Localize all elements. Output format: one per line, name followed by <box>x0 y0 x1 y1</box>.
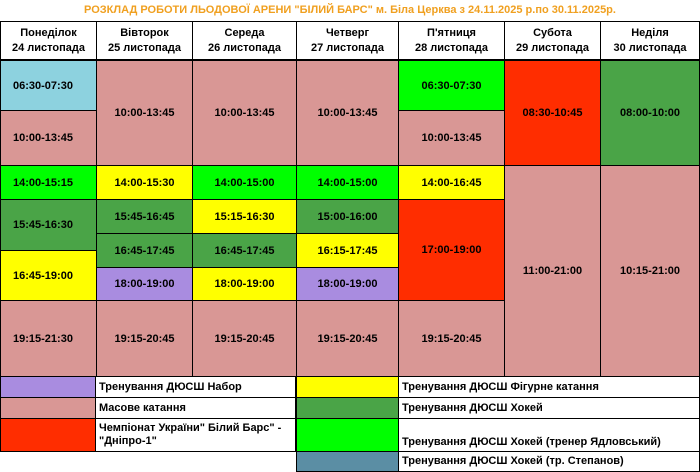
day-name: П'ятниця <box>427 26 476 39</box>
time-slot: 18:00-19:00 <box>296 267 399 301</box>
day-date: 28 листопада <box>415 41 488 54</box>
day-date: 25 листопада <box>108 41 181 54</box>
time-slot: 08:00-10:00 <box>600 60 700 166</box>
legend-swatch <box>296 376 399 398</box>
time-slot: 14:00-15:00 <box>192 165 297 200</box>
time-slot: 15:15-16:30 <box>192 199 297 234</box>
legend-swatch <box>296 397 399 419</box>
day-name: Середа <box>224 26 265 39</box>
day-date: 29 листопада <box>516 41 589 54</box>
legend-swatch <box>0 418 96 452</box>
time-slot: 19:15-20:45 <box>192 300 297 377</box>
time-slot: 16:45-17:45 <box>192 233 297 268</box>
time-slot: 10:00-13:45 <box>0 110 97 166</box>
time-slot: 19:15-20:45 <box>398 300 505 377</box>
time-slot: 19:15-21:30 <box>0 300 97 377</box>
time-slot: 14:00-16:45 <box>398 165 505 200</box>
time-slot: 18:00-19:00 <box>192 267 297 301</box>
time-slot: 19:15-20:45 <box>96 300 193 377</box>
time-slot: 10:00-13:45 <box>296 60 399 166</box>
day-header-1 <box>0 21 97 60</box>
time-slot: 19:15-20:45 <box>296 300 399 377</box>
legend-label: Тренування ДЮСШ Хокей <box>398 397 700 419</box>
time-slot: 15:45-16:30 <box>0 199 97 251</box>
day-header-4 <box>296 21 399 60</box>
day-header-7 <box>600 21 700 60</box>
time-slot: 14:00-15:00 <box>296 165 399 200</box>
day-date: 24 листопада <box>12 41 85 54</box>
day-header-6 <box>504 21 601 60</box>
legend-label: Тренування ДЮСШ Набор <box>95 376 296 398</box>
day-header-5 <box>398 21 505 60</box>
day-header-2 <box>96 21 193 60</box>
time-slot: 10:00-13:45 <box>96 60 193 166</box>
time-slot: 17:00-19:00 <box>398 199 505 301</box>
day-name: Четверг <box>325 26 370 39</box>
time-slot: 14:00-15:15 <box>0 165 97 200</box>
day-name: Неділя <box>631 26 669 39</box>
legend-label: Тренування ДЮСШ Хокей (тр. Степанов) <box>398 451 700 472</box>
legend-swatch <box>296 451 399 472</box>
day-name: Вівторок <box>120 26 169 39</box>
legend-swatch <box>0 376 96 398</box>
time-slot: 11:00-21:00 <box>504 165 601 377</box>
legend-label: Тренування ДЮСШ Фігурне катання <box>398 376 700 398</box>
time-slot: 10:00-13:45 <box>398 110 505 166</box>
time-slot: 18:00-19:00 <box>96 267 193 301</box>
time-slot: 14:00-15:30 <box>96 165 193 200</box>
legend-label: Чемпіонат України" Білий Барс" - "Дніпро-1" <box>95 418 296 452</box>
time-slot: 10:15-21:00 <box>600 165 700 377</box>
day-name: Понеділок <box>20 26 77 39</box>
time-slot: 16:45-17:45 <box>96 233 193 268</box>
time-slot: 16:15-17:45 <box>296 233 399 268</box>
legend-swatch <box>296 418 399 452</box>
legend-label: Тренування ДЮСШ Хокей (тренер Ядловський) <box>398 418 700 452</box>
day-date: 27 листопада <box>311 41 384 54</box>
time-slot: 06:30-07:30 <box>398 60 505 111</box>
time-slot: 08:30-10:45 <box>504 60 601 166</box>
day-name: Субота <box>533 26 572 39</box>
time-slot: 06:30-07:30 <box>0 60 97 111</box>
day-date: 26 листопада <box>208 41 281 54</box>
day-header-3 <box>192 21 297 60</box>
page-title: РОЗКЛАД РОБОТИ ЛЬОДОВОЇ АРЕНИ "БІЛИЙ БАРС" м. Біла Церква з 24.11.2025 р.по 30.11.2025р. <box>84 4 616 16</box>
legend-swatch <box>0 397 96 419</box>
legend-label: Масове катання <box>95 397 296 419</box>
time-slot: 10:00-13:45 <box>192 60 297 166</box>
time-slot: 16:45-19:00 <box>0 250 97 301</box>
time-slot: 15:00-16:00 <box>296 199 399 234</box>
day-date: 30 листопада <box>613 41 687 54</box>
time-slot: 15:45-16:45 <box>96 199 193 234</box>
